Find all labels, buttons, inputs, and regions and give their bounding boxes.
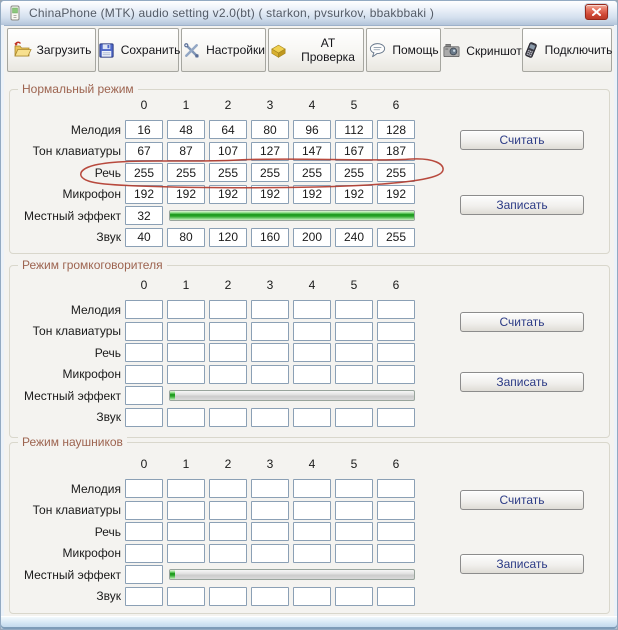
value-field[interactable] (293, 185, 331, 204)
value-field[interactable] (251, 501, 289, 520)
value-field[interactable] (251, 343, 289, 362)
row-label: Микрофон (62, 367, 121, 381)
value-field[interactable] (251, 479, 289, 498)
group-speaker-mode (9, 258, 610, 438)
row-label: Тон клавиатуры (32, 324, 121, 338)
value-field[interactable] (125, 322, 163, 341)
write-button[interactable]: Записать (460, 372, 584, 392)
camera-icon (442, 41, 461, 60)
row-label: Микрофон (62, 546, 121, 560)
column-header: 4 (308, 278, 316, 292)
read-button[interactable]: Считать (460, 490, 584, 510)
value-field[interactable] (251, 228, 289, 247)
values-grid (10, 278, 609, 429)
value-field[interactable] (377, 343, 415, 362)
value-field[interactable] (167, 228, 205, 247)
sidetone-value-field[interactable] (125, 206, 163, 225)
value-field[interactable] (335, 544, 373, 563)
value-field[interactable] (167, 322, 205, 341)
value-field[interactable] (335, 522, 373, 541)
value-field[interactable] (167, 185, 205, 204)
column-header: 1 (182, 98, 190, 112)
value-field[interactable] (167, 479, 205, 498)
value-field[interactable] (125, 408, 163, 427)
window-border-left (1, 25, 4, 617)
value-field[interactable] (209, 142, 247, 161)
column-header: 4 (308, 98, 316, 112)
settings-button[interactable] (181, 28, 266, 72)
mobile-phone-icon (522, 41, 540, 59)
sidetone-value-field[interactable] (125, 565, 163, 584)
value-field[interactable] (377, 185, 415, 204)
connect-button[interactable] (522, 28, 612, 72)
row-label: Звук (96, 410, 121, 424)
sidetone-level-bar (169, 210, 415, 221)
value-field[interactable] (167, 544, 205, 563)
sidetone-level-fill (170, 391, 175, 400)
value-field[interactable] (125, 300, 163, 319)
column-header: 5 (350, 457, 358, 471)
value-field[interactable] (335, 163, 373, 182)
value-field[interactable] (167, 343, 205, 362)
value-field[interactable] (209, 185, 247, 204)
row-label: Звук (96, 589, 121, 603)
value-field[interactable] (209, 343, 247, 362)
row-label: Мелодия (70, 122, 121, 137)
values-grid (10, 98, 609, 249)
sidetone-level-bar (169, 569, 415, 580)
value-field[interactable] (251, 587, 289, 606)
value-field[interactable] (209, 300, 247, 319)
column-header: 5 (350, 98, 358, 112)
value-field[interactable] (251, 120, 289, 139)
value-field[interactable] (377, 322, 415, 341)
sidetone-level-fill (170, 570, 175, 579)
value-field[interactable] (167, 142, 205, 161)
value-field[interactable] (125, 501, 163, 520)
value-field[interactable] (377, 501, 415, 520)
column-header: 6 (392, 457, 400, 471)
app-phone-icon (7, 5, 23, 21)
sidetone-level-fill (170, 211, 414, 220)
value-field[interactable] (251, 142, 289, 161)
settings-button-label: Настройки (206, 43, 265, 57)
value-field[interactable] (209, 544, 247, 563)
value-field[interactable] (377, 479, 415, 498)
value-field[interactable] (209, 501, 247, 520)
value-field[interactable] (377, 300, 415, 319)
value-field[interactable] (377, 544, 415, 563)
row-label: Местный эффект (23, 208, 121, 223)
value-field[interactable] (125, 544, 163, 563)
column-header: 2 (224, 278, 232, 292)
value-field[interactable] (167, 120, 205, 139)
value-field[interactable] (335, 228, 373, 247)
value-field[interactable] (209, 479, 247, 498)
value-field[interactable] (251, 408, 289, 427)
yellow-box-icon (269, 41, 288, 60)
grid-row (10, 228, 609, 247)
help-button[interactable] (366, 28, 441, 72)
grid-row (10, 522, 609, 541)
screenshot-button-label: Скриншот (466, 43, 522, 58)
value-field[interactable] (209, 408, 247, 427)
column-header: 3 (266, 457, 274, 471)
group-headphone-mode (9, 435, 610, 614)
row-label: Микрофон (62, 187, 121, 201)
value-field[interactable] (377, 587, 415, 606)
value-field[interactable] (335, 300, 373, 319)
value-field[interactable] (293, 408, 331, 427)
group-normal-mode (9, 82, 610, 254)
window-border-right (614, 25, 617, 617)
value-field[interactable] (125, 365, 163, 384)
screenshot-button[interactable] (444, 28, 520, 72)
value-field[interactable] (125, 587, 163, 606)
value-field[interactable] (209, 322, 247, 341)
row-label: Речь (94, 165, 121, 180)
title-bar (1, 1, 617, 26)
value-field[interactable] (167, 365, 205, 384)
value-field[interactable] (335, 479, 373, 498)
value-field[interactable] (167, 300, 205, 319)
value-field[interactable] (377, 522, 415, 541)
value-field[interactable] (125, 522, 163, 541)
value-field[interactable] (377, 228, 415, 247)
value-field[interactable] (251, 300, 289, 319)
row-label: Мелодия (70, 481, 121, 496)
value-field[interactable] (209, 587, 247, 606)
value-field[interactable] (335, 343, 373, 362)
value-field[interactable] (293, 522, 331, 541)
row-label: Речь (94, 345, 121, 360)
value-field[interactable] (209, 228, 247, 247)
row-label: Речь (94, 524, 121, 539)
value-field[interactable] (125, 343, 163, 362)
value-field[interactable] (251, 185, 289, 204)
group-caption: Режим наушников (18, 435, 127, 449)
value-field[interactable] (125, 228, 163, 247)
connect-button-label: Подключить (544, 43, 613, 57)
value-field[interactable] (125, 163, 163, 182)
sidetone-value-field[interactable] (125, 386, 163, 405)
value-field[interactable] (377, 163, 415, 182)
value-field[interactable] (251, 522, 289, 541)
row-label: Мелодия (70, 302, 121, 317)
value-field[interactable] (293, 365, 331, 384)
load-button[interactable] (7, 28, 96, 72)
write-button[interactable]: Записать (460, 554, 584, 574)
floppy-save-icon (97, 41, 116, 60)
value-field[interactable] (125, 120, 163, 139)
group-caption: Нормальный режим (18, 82, 138, 96)
column-header: 2 (224, 457, 232, 471)
value-field[interactable] (293, 587, 331, 606)
value-field[interactable] (293, 142, 331, 161)
value-field[interactable] (293, 343, 331, 362)
row-label: Тон клавиатуры (32, 144, 121, 158)
at-check-button[interactable] (268, 28, 364, 72)
value-field[interactable] (377, 120, 415, 139)
help-button-label: Помощь (392, 43, 439, 57)
row-label: Тон клавиатуры (32, 503, 121, 517)
window-title: ChinaPhone (MTK) audio setting v2.0(bt) ( starkon, pvsurkov, bbakbbaki ) (29, 6, 435, 20)
window-border-bottom (1, 616, 617, 629)
column-headers (10, 457, 609, 471)
value-field[interactable] (209, 120, 247, 139)
save-button[interactable] (98, 28, 179, 72)
value-field[interactable] (377, 142, 415, 161)
at-check-button-label: AT Проверка (301, 36, 355, 64)
grid-row (10, 408, 609, 427)
load-button-label: Загрузить (36, 43, 92, 57)
value-field[interactable] (251, 322, 289, 341)
value-field[interactable] (335, 185, 373, 204)
value-field[interactable] (377, 365, 415, 384)
read-button[interactable]: Считать (460, 130, 584, 150)
value-field[interactable] (167, 408, 205, 427)
value-field[interactable] (167, 587, 205, 606)
value-field[interactable] (293, 322, 331, 341)
close-icon (592, 8, 601, 16)
grid-row (10, 163, 609, 182)
read-button[interactable]: Считать (460, 312, 584, 332)
save-button-label: Сохранить (120, 43, 181, 57)
value-field[interactable] (293, 300, 331, 319)
value-field[interactable] (335, 142, 373, 161)
value-field[interactable] (293, 501, 331, 520)
row-label: Местный эффект (23, 567, 121, 582)
value-field[interactable] (209, 163, 247, 182)
column-header: 5 (350, 278, 358, 292)
speech-bubble-icon (368, 41, 387, 60)
group-caption: Режим громкоговорителя (18, 258, 167, 272)
value-field[interactable] (167, 501, 205, 520)
value-field[interactable] (125, 479, 163, 498)
value-field[interactable] (335, 408, 373, 427)
grid-row (10, 587, 609, 606)
row-label: Звук (96, 230, 121, 244)
column-headers (10, 278, 609, 292)
value-field[interactable] (335, 365, 373, 384)
crossed-tools-icon (182, 41, 201, 60)
value-field[interactable] (167, 522, 205, 541)
column-header: 0 (140, 98, 148, 112)
value-field[interactable] (125, 142, 163, 161)
column-header: 6 (392, 98, 400, 112)
value-field[interactable] (335, 322, 373, 341)
open-folder-icon (12, 40, 32, 60)
values-grid (10, 457, 609, 608)
column-header: 6 (392, 278, 400, 292)
value-field[interactable] (293, 544, 331, 563)
value-field[interactable] (125, 185, 163, 204)
write-button[interactable]: Записать (460, 195, 584, 215)
sidetone-level-bar (169, 390, 415, 401)
value-field[interactable] (251, 365, 289, 384)
column-header: 0 (140, 457, 148, 471)
value-field[interactable] (335, 501, 373, 520)
value-field[interactable] (251, 163, 289, 182)
value-field[interactable] (209, 365, 247, 384)
value-field[interactable] (167, 163, 205, 182)
column-header: 4 (308, 457, 316, 471)
column-header: 2 (224, 98, 232, 112)
column-headers (10, 98, 609, 112)
value-field[interactable] (335, 587, 373, 606)
value-field[interactable] (377, 408, 415, 427)
close-button[interactable] (585, 4, 608, 20)
column-header: 1 (182, 278, 190, 292)
value-field[interactable] (251, 544, 289, 563)
column-header: 3 (266, 98, 274, 112)
grid-row (10, 343, 609, 362)
column-header: 0 (140, 278, 148, 292)
value-field[interactable] (293, 228, 331, 247)
column-header: 1 (182, 457, 190, 471)
value-field[interactable] (209, 522, 247, 541)
value-field[interactable] (293, 163, 331, 182)
value-field[interactable] (293, 479, 331, 498)
value-field[interactable] (293, 120, 331, 139)
value-field[interactable] (335, 120, 373, 139)
row-label: Местный эффект (23, 388, 121, 403)
column-header: 3 (266, 278, 274, 292)
